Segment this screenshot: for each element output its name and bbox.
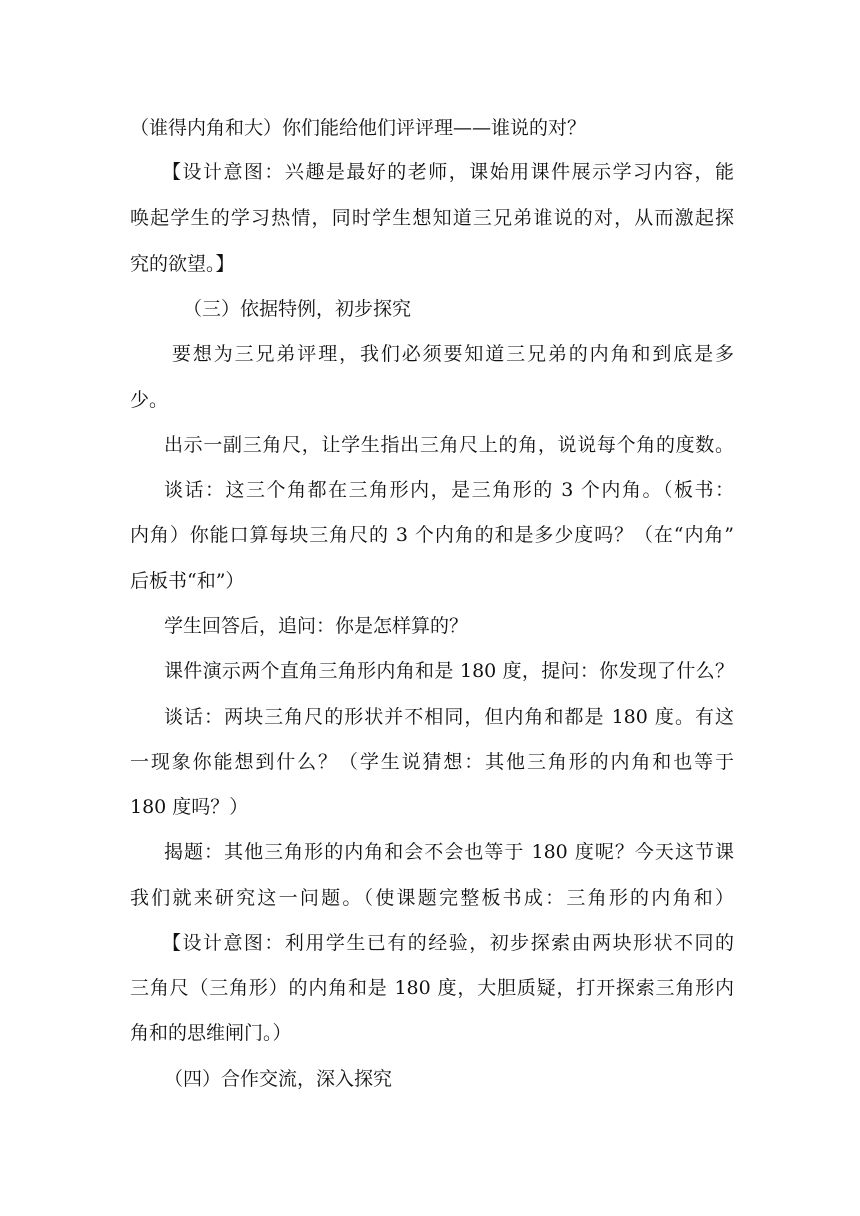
text-line: 我们就来研究这一问题。（使课题完整板书成：三角形的内角和）: [130, 887, 734, 909]
paragraph-start: 谈话：两块三角尺的形状并不相同，但内角和都是 180 度。有这: [164, 706, 734, 728]
text-line: 究的欲望。】: [130, 253, 235, 275]
paragraph-start: 学生回答后，追问：你是怎样算的？: [164, 615, 469, 637]
text-line: 内角）你能口算每块三角尺的 3 个内角的和是多少度吗？（在“内角”: [130, 524, 734, 546]
text-line: 一现象你能想到什么？（学生说猜想：其他三角形的内角和也等于: [130, 751, 734, 773]
text-line: 少。: [130, 389, 169, 411]
design-intent-paragraph-start: 【设计意图：兴趣是最好的老师，课始用课件展示学习内容，能: [162, 161, 734, 183]
paragraph-start: 揭题：其他三角形的内角和会不会也等于 180 度呢？今天这节课: [164, 841, 734, 863]
section-heading-three: （三）依据特例，初步探究: [183, 298, 412, 320]
paragraph-start: 课件演示两个直角三角形内角和是 180 度，提问：你发现了什么？: [164, 660, 734, 682]
design-intent-paragraph-start: 【设计意图：利用学生已有的经验，初步探索由两块形状不同的: [162, 932, 734, 954]
paragraph-start: 要想为三兄弟评理，我们必须要知道三兄弟的内角和到底是多: [172, 343, 734, 365]
section-heading-four: （四）合作交流，深入探究: [164, 1068, 393, 1090]
paragraph-start: 出示一副三角尺，让学生指出三角尺上的角，说说每个角的度数。: [164, 434, 734, 456]
text-line: 角和的思维闸门。）: [130, 1022, 292, 1044]
text-line: 后板书“和”）: [130, 570, 245, 592]
paragraph-start: 谈话：这三个角都在三角形内，是三角形的 3 个内角。（板书：: [164, 479, 734, 501]
text-line: 三角尺（三角形）的内角和是 180 度，大胆质疑，打开探索三角形内: [130, 977, 734, 999]
text-line: （谁得内角和大）你们能给他们评评理——谁说的对？: [130, 117, 587, 139]
text-line: 180 度吗？）: [130, 796, 249, 818]
text-line: 唤起学生的学习热情，同时学生想知道三兄弟谁说的对，从而激起探: [130, 207, 734, 229]
